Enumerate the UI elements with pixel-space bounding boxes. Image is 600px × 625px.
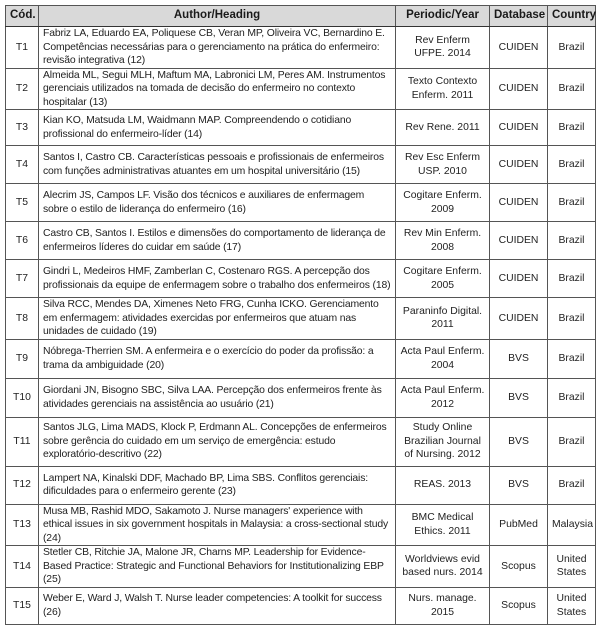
cell-periodic: Cogitare Enferm. 2009 bbox=[396, 184, 490, 222]
cell-code: T7 bbox=[6, 260, 39, 298]
cell-database: CUIDEN bbox=[490, 184, 548, 222]
cell-code: T13 bbox=[6, 504, 39, 546]
cell-author: Santos JLG, Lima MADS, Klock P, Erdmann AL. Concepções de enfermeiros sobre gerência do cuidado em um serviço de emergência: estudo exploratório-descritivo (22) bbox=[39, 417, 396, 466]
cell-database: BVS bbox=[490, 378, 548, 417]
cell-code: T12 bbox=[6, 466, 39, 504]
cell-author: Silva RCC, Mendes DA, Ximenes Neto FRG, Cunha ICKO. Gerenciamento em enfermagem: atividades exercidas por enfermeiros que atuam nas unidades de cuidado (19) bbox=[39, 298, 396, 340]
cell-author: Weber E, Ward J, Walsh T. Nurse leader competencies: A toolkit for success (26) bbox=[39, 587, 396, 624]
cell-database: CUIDEN bbox=[490, 146, 548, 184]
cell-periodic: REAS. 2013 bbox=[396, 466, 490, 504]
cell-database: BVS bbox=[490, 339, 548, 378]
table-row bbox=[6, 146, 596, 184]
cell-author: Lampert NA, Kinalski DDF, Machado BP, Lima SBS. Conflitos gerenciais: dificuldades para o enfermeiro gerente (23) bbox=[39, 466, 396, 504]
cell-author: Castro CB, Santos I. Estilos e dimensões do comportamento de liderança de enfermeiros líderes do cuidar em saúde (17) bbox=[39, 222, 396, 260]
cell-author: Santos I, Castro CB. Características pessoais e profissionais de enfermeiros com funções administrativas atuantes em um hospital universitário (15) bbox=[39, 146, 396, 184]
cell-country: Brazil bbox=[548, 378, 596, 417]
table-row bbox=[6, 222, 596, 260]
table-row bbox=[6, 587, 596, 624]
cell-code: T11 bbox=[6, 417, 39, 466]
cell-database: CUIDEN bbox=[490, 27, 548, 69]
cell-author: Almeida ML, Segui MLH, Maftum MA, Labronici LM, Peres AM. Instrumentos gerenciais utilizados na tomada de decisão do enfermeiro no contexto hospitalar (13) bbox=[39, 68, 396, 110]
cell-code: T4 bbox=[6, 146, 39, 184]
cell-code: T5 bbox=[6, 184, 39, 222]
header-author: Author/Heading bbox=[39, 6, 396, 27]
table-row bbox=[6, 378, 596, 417]
cell-author: Kian KO, Matsuda LM, Waidmann MAP. Compreendendo o cotidiano profissional do enfermeiro-líder (14) bbox=[39, 110, 396, 146]
cell-database: BVS bbox=[490, 417, 548, 466]
cell-database: Scopus bbox=[490, 546, 548, 588]
cell-database: CUIDEN bbox=[490, 110, 548, 146]
cell-code: T6 bbox=[6, 222, 39, 260]
cell-periodic: Texto Contexto Enferm. 2011 bbox=[396, 68, 490, 110]
reference-table-container bbox=[5, 5, 595, 625]
table-row bbox=[6, 339, 596, 378]
cell-database: BVS bbox=[490, 466, 548, 504]
cell-code: T8 bbox=[6, 298, 39, 340]
cell-code: T10 bbox=[6, 378, 39, 417]
cell-country: Malaysia bbox=[548, 504, 596, 546]
cell-database: CUIDEN bbox=[490, 260, 548, 298]
cell-country: Brazil bbox=[548, 298, 596, 340]
header-code: Cód. bbox=[6, 6, 39, 27]
cell-database: Scopus bbox=[490, 587, 548, 624]
table-body bbox=[6, 27, 596, 625]
cell-country: United States bbox=[548, 587, 596, 624]
cell-country: Brazil bbox=[548, 417, 596, 466]
cell-periodic: Worldviews evid based nurs. 2014 bbox=[396, 546, 490, 588]
table-row bbox=[6, 184, 596, 222]
table-row bbox=[6, 260, 596, 298]
cell-periodic: Rev Enferm UFPE. 2014 bbox=[396, 27, 490, 69]
cell-author: Nóbrega-Therrien SM. A enfermeira e o exercício do poder da profissão: a trama da ambiguidade (20) bbox=[39, 339, 396, 378]
table-row bbox=[6, 466, 596, 504]
cell-periodic: Acta Paul Enferm. 2004 bbox=[396, 339, 490, 378]
cell-code: T3 bbox=[6, 110, 39, 146]
cell-code: T9 bbox=[6, 339, 39, 378]
cell-author: Musa MB, Rashid MDO, Sakamoto J. Nurse managers' experience with ethical issues in six government hospitals in Malaysia: a cross-sectional study (24) bbox=[39, 504, 396, 546]
cell-country: Brazil bbox=[548, 222, 596, 260]
cell-author: Fabriz LA, Eduardo EA, Poliquese CB, Veran MP, Oliveira VC, Bernardino E. Competências necessárias para o gerenciamento na prática do enfermeiro: revisão integrativa (12) bbox=[39, 27, 396, 69]
cell-periodic: Rev Min Enferm. 2008 bbox=[396, 222, 490, 260]
table-row bbox=[6, 27, 596, 69]
table-row bbox=[6, 298, 596, 340]
cell-periodic: Acta Paul Enferm. 2012 bbox=[396, 378, 490, 417]
header-country: Country bbox=[548, 6, 596, 27]
table-row bbox=[6, 417, 596, 466]
cell-periodic: BMC Medical Ethics. 2011 bbox=[396, 504, 490, 546]
cell-country: Brazil bbox=[548, 27, 596, 69]
cell-code: T2 bbox=[6, 68, 39, 110]
header-database: Database bbox=[490, 6, 548, 27]
cell-country: Brazil bbox=[548, 110, 596, 146]
cell-periodic: Rev Esc Enferm USP. 2010 bbox=[396, 146, 490, 184]
table-row bbox=[6, 110, 596, 146]
header-periodic: Periodic/Year bbox=[396, 6, 490, 27]
cell-database: CUIDEN bbox=[490, 68, 548, 110]
cell-country: Brazil bbox=[548, 146, 596, 184]
table-row bbox=[6, 546, 596, 588]
cell-code: T1 bbox=[6, 27, 39, 69]
cell-country: Brazil bbox=[548, 260, 596, 298]
cell-periodic: Study Online Brazilian Journal of Nursing. 2012 bbox=[396, 417, 490, 466]
cell-periodic: Paraninfo Digital. 2011 bbox=[396, 298, 490, 340]
cell-country: Brazil bbox=[548, 184, 596, 222]
cell-country: Brazil bbox=[548, 339, 596, 378]
cell-code: T14 bbox=[6, 546, 39, 588]
cell-author: Alecrim JS, Campos LF. Visão dos técnicos e auxiliares de enfermagem sobre o estilo de liderança do enfermeiro (16) bbox=[39, 184, 396, 222]
cell-country: Brazil bbox=[548, 68, 596, 110]
reference-table bbox=[5, 5, 596, 625]
cell-author: Stetler CB, Ritchie JA, Malone JR, Charns MP. Leadership for Evidence-Based Practice: Strategic and Functional Behaviors for Institutionalizing EBP (25) bbox=[39, 546, 396, 588]
cell-country: United States bbox=[548, 546, 596, 588]
table-header-row bbox=[6, 6, 596, 27]
cell-database: CUIDEN bbox=[490, 298, 548, 340]
cell-code: T15 bbox=[6, 587, 39, 624]
cell-database: CUIDEN bbox=[490, 222, 548, 260]
cell-periodic: Nurs. manage. 2015 bbox=[396, 587, 490, 624]
cell-periodic: Rev Rene. 2011 bbox=[396, 110, 490, 146]
cell-author: Giordani JN, Bisogno SBC, Silva LAA. Percepção dos enfermeiros frente às atividades gerenciais na assistência ao usuário (21) bbox=[39, 378, 396, 417]
cell-periodic: Cogitare Enferm. 2005 bbox=[396, 260, 490, 298]
cell-database: PubMed bbox=[490, 504, 548, 546]
table-row bbox=[6, 68, 596, 110]
table-row bbox=[6, 504, 596, 546]
cell-country: Brazil bbox=[548, 466, 596, 504]
cell-author: Gindri L, Medeiros HMF, Zamberlan C, Costenaro RGS. A percepção dos profissionais da equipe de enfermagem sobre o trabalho dos enfermeiros (18) bbox=[39, 260, 396, 298]
